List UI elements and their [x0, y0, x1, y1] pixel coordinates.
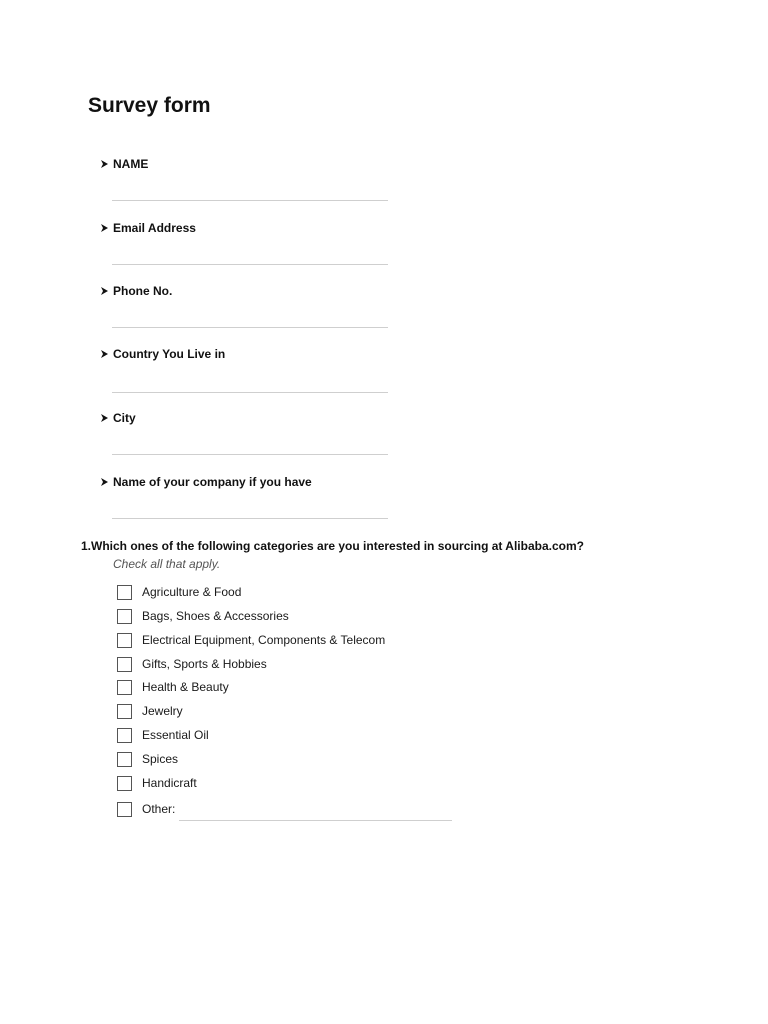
- checkbox[interactable]: [117, 585, 132, 600]
- option-handicraft[interactable]: [117, 774, 197, 792]
- arrow-right-icon: [100, 159, 110, 169]
- arrow-right-icon: [100, 286, 110, 296]
- email-field: [100, 220, 400, 236]
- city-field: [100, 410, 400, 426]
- option-gifts-sports-hobbies[interactable]: [117, 655, 267, 673]
- option-essential-oil[interactable]: [117, 726, 209, 744]
- arrow-right-icon: [100, 349, 110, 359]
- option-label: Bags, Shoes & Accessories: [142, 609, 289, 623]
- option-bags-shoes-accessories[interactable]: [117, 607, 289, 625]
- option-label: Gifts, Sports & Hobbies: [142, 657, 267, 671]
- option-health-beauty[interactable]: [117, 678, 229, 696]
- checkbox[interactable]: [117, 728, 132, 743]
- company-input[interactable]: [112, 496, 388, 519]
- option-label: Agriculture & Food: [142, 585, 242, 599]
- checkbox[interactable]: [117, 752, 132, 767]
- checkbox[interactable]: [117, 776, 132, 791]
- option-electrical-equipment[interactable]: [117, 631, 385, 649]
- country-input[interactable]: [112, 370, 388, 393]
- checkbox[interactable]: [117, 704, 132, 719]
- question-1-text: 1.Which ones of the following categories are you interested in sourcing at Alibaba.com?: [81, 539, 584, 553]
- checkbox[interactable]: [117, 680, 132, 695]
- name-field-label-row: [100, 156, 400, 172]
- email-input[interactable]: [112, 242, 388, 265]
- option-other-label: Other:: [142, 802, 176, 816]
- phone-field: [100, 283, 400, 299]
- arrow-right-icon: [100, 223, 110, 233]
- option-label: Health & Beauty: [142, 680, 229, 694]
- option-label: Jewelry: [142, 704, 183, 718]
- phone-field-label-row: [100, 283, 400, 299]
- name-input[interactable]: [112, 178, 388, 201]
- name-field-label: NAME: [113, 157, 149, 171]
- option-other[interactable]: [117, 800, 452, 818]
- company-field-label: Name of your company if you have: [113, 475, 312, 489]
- arrow-right-icon: [100, 477, 110, 487]
- option-label: Handicraft: [142, 776, 197, 790]
- company-field: [100, 474, 400, 490]
- option-spices[interactable]: [117, 750, 178, 768]
- country-field: [100, 346, 400, 362]
- city-field-label: City: [113, 411, 136, 425]
- checkbox[interactable]: [117, 609, 132, 624]
- question-1-hint: Check all that apply.: [113, 557, 221, 571]
- phone-input[interactable]: [112, 305, 388, 328]
- country-field-label: Country You Live in: [113, 347, 226, 361]
- email-field-label-row: [100, 220, 400, 236]
- company-field-label-row: [100, 474, 400, 490]
- option-label: Spices: [142, 752, 179, 766]
- country-field-label-row: [100, 346, 400, 362]
- phone-field-label: Phone No.: [113, 284, 173, 298]
- checkbox[interactable]: [117, 633, 132, 648]
- page-title: Survey form: [88, 94, 211, 117]
- option-jewelry[interactable]: [117, 702, 183, 720]
- city-field-label-row: [100, 410, 400, 426]
- name-field: [100, 156, 400, 172]
- checkbox[interactable]: [117, 802, 132, 817]
- arrow-right-icon: [100, 413, 110, 423]
- city-input[interactable]: [112, 432, 388, 455]
- email-field-label: Email Address: [113, 221, 196, 235]
- option-label: Electrical Equipment, Components & Telecom: [142, 633, 386, 647]
- checkbox[interactable]: [117, 657, 132, 672]
- other-input[interactable]: [179, 804, 452, 821]
- option-agriculture-food[interactable]: [117, 583, 241, 601]
- option-label: Essential Oil: [142, 728, 209, 742]
